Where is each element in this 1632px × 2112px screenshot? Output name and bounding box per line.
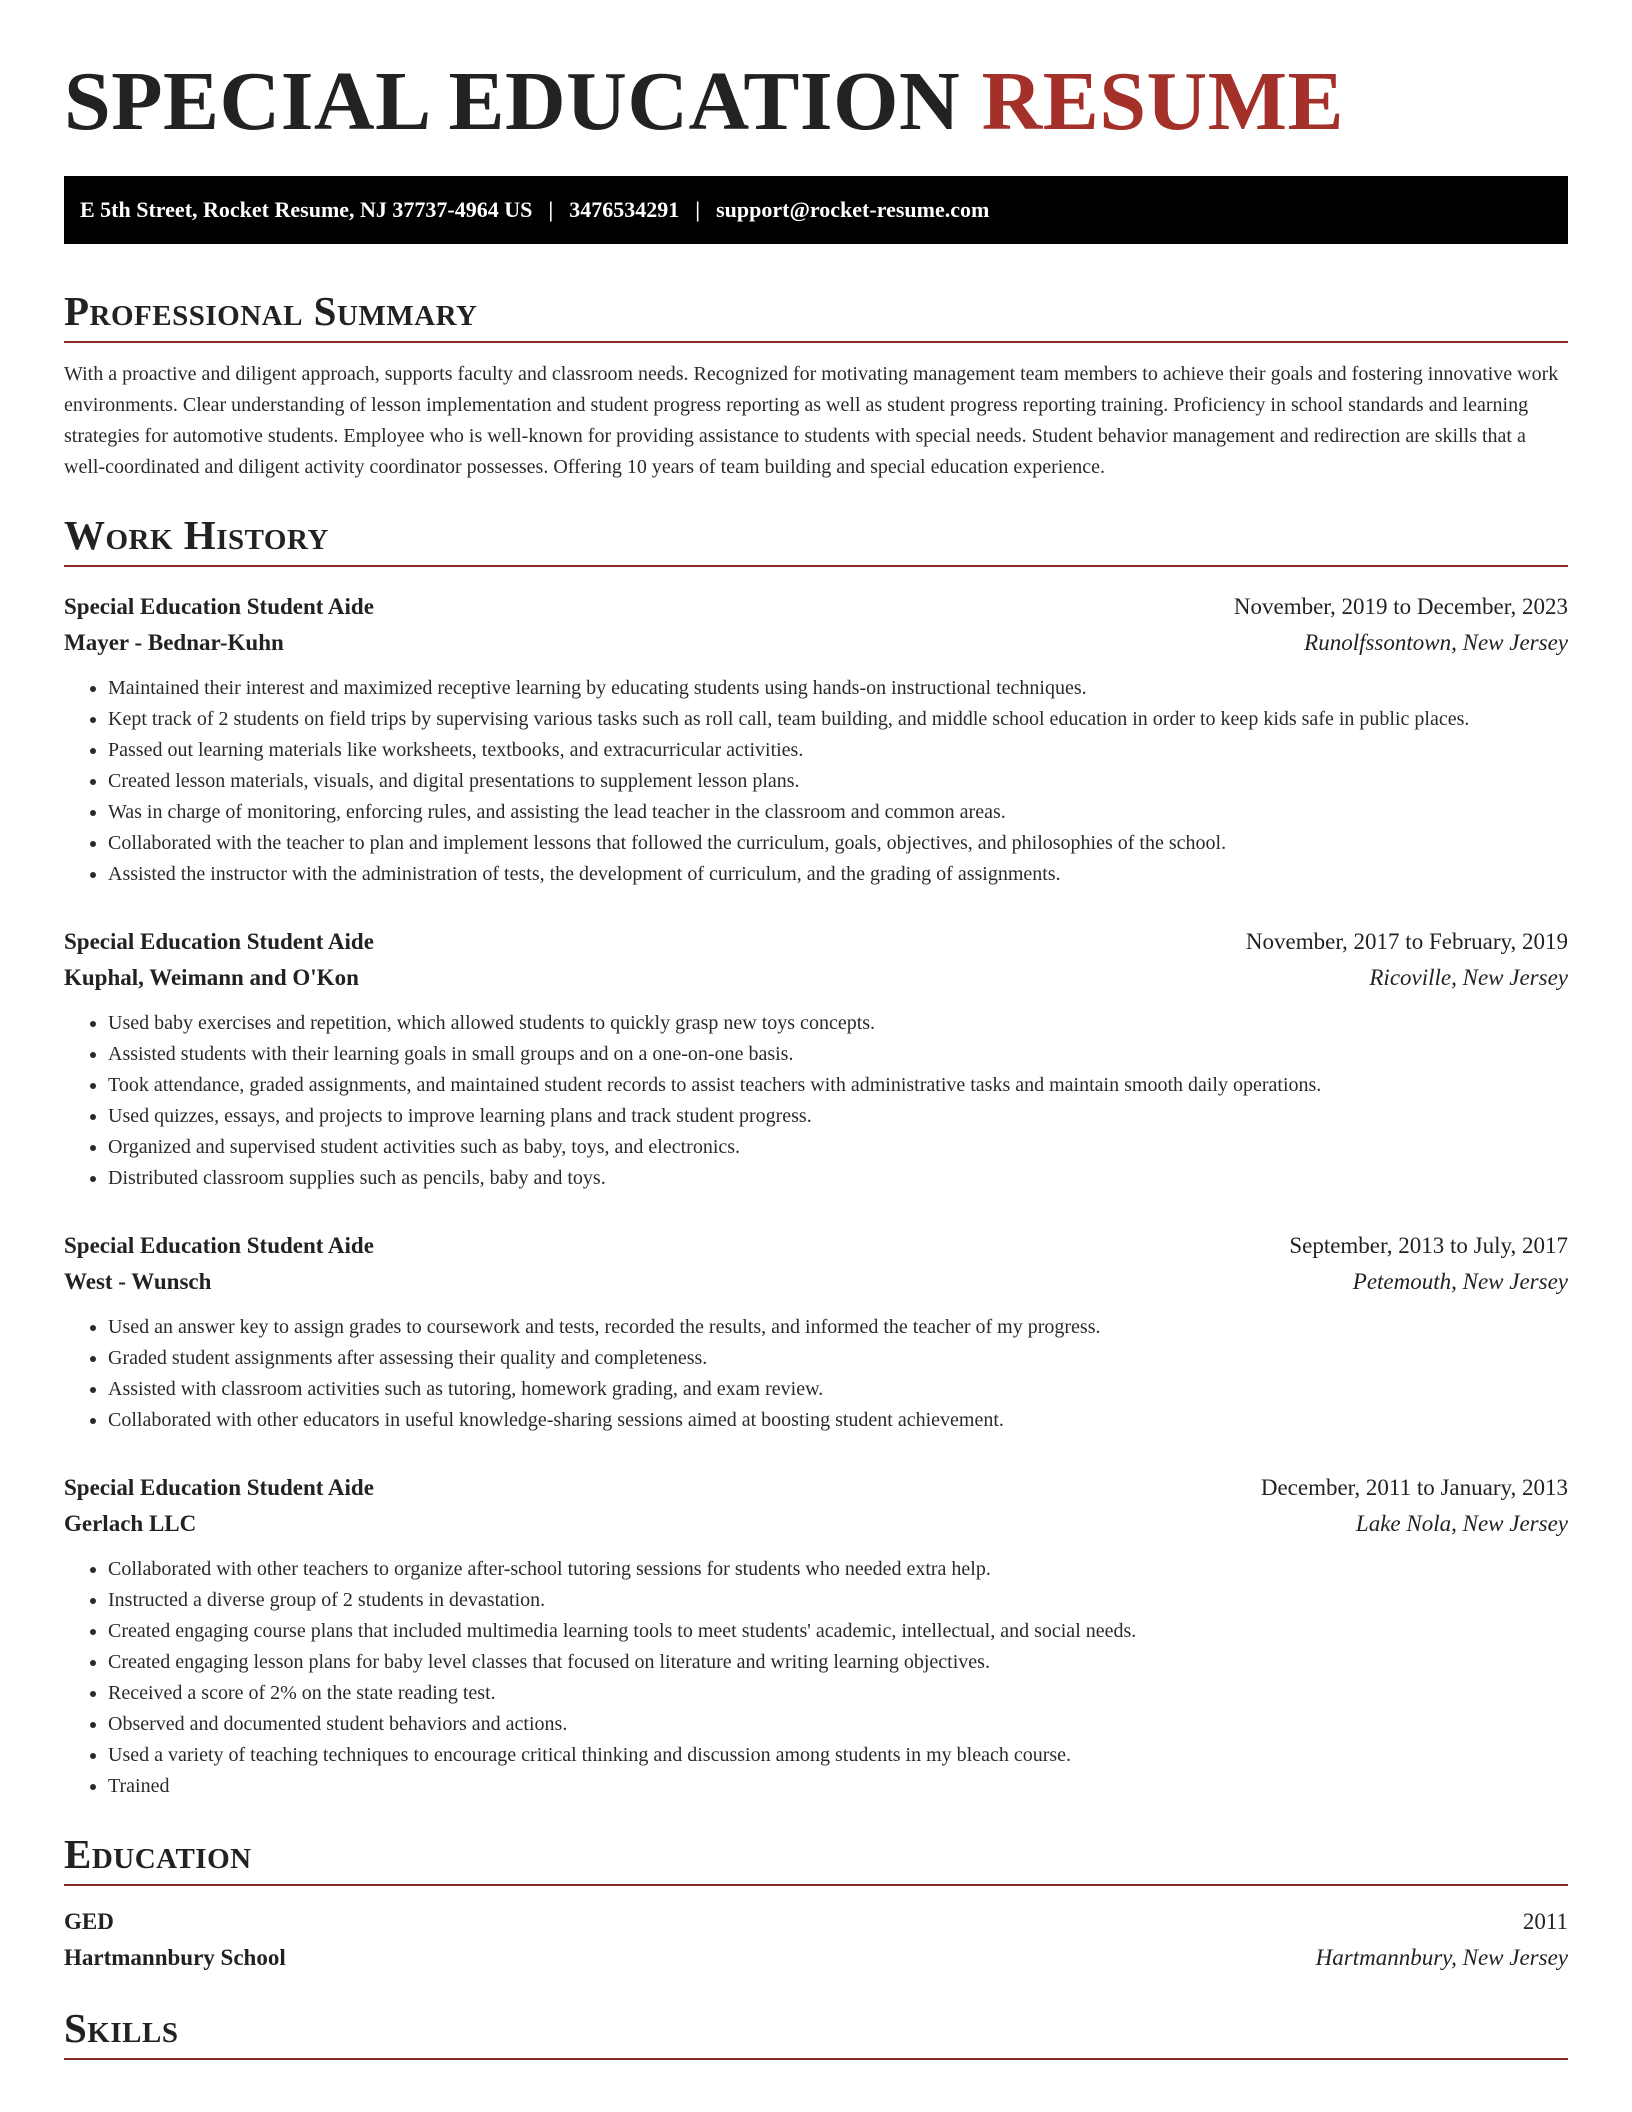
work-history-heading: Work History (64, 511, 1568, 567)
skills-heading: Skills (64, 2004, 1568, 2060)
education-year: 2011 (1522, 1909, 1568, 1934)
title-main: SPECIAL EDUCATION (64, 55, 961, 148)
job-row-company (64, 960, 1568, 996)
job-bullet: • Used an answer key to assign grades to coursework and tests, recorded the results, and informed the teacher of my progress. (108, 1312, 1568, 1343)
job-bullet: • Used quizzes, essays, and projects to improve learning plans and track student progress. (108, 1101, 1568, 1132)
job-row-company (64, 1264, 1568, 1300)
work-history-list (64, 589, 1568, 1802)
job-bullet: • Assisted with classroom activities such as tutoring, homework grading, and exam review. (108, 1374, 1568, 1405)
job-bullet: • Organized and supervised student activities such as baby, toys, and electronics. (108, 1132, 1568, 1163)
job-bullet: • Used baby exercises and repetition, which allowed students to quickly grasp new toys concepts. (108, 1008, 1568, 1039)
education-heading: Education (64, 1830, 1568, 1886)
education-school: Hartmannbury School (64, 1945, 286, 1970)
job-company: Kuphal, Weimann and O'Kon (64, 965, 359, 990)
job-bullet: • Created lesson materials, visuals, and digital presentations to supplement lesson plans. (108, 766, 1568, 797)
job-bullet: • Collaborated with other educators in useful knowledge-sharing sessions aimed at boosting student achievement. (108, 1405, 1568, 1436)
job-row-title (64, 589, 1568, 625)
job-bullet: • Used a variety of teaching techniques to encourage critical thinking and discussion among students in my bleach course. (108, 1740, 1568, 1771)
job-dates: November, 2017 to February, 2019 (1245, 929, 1568, 954)
job-dates: November, 2019 to December, 2023 (1233, 594, 1568, 619)
job-dates: September, 2013 to July, 2017 (1289, 1233, 1568, 1258)
job-bullets (64, 1554, 1568, 1802)
job-row-company (64, 625, 1568, 661)
job-bullet: • Passed out learning materials like worksheets, textbooks, and extracurricular activities. (108, 735, 1568, 766)
education-degree: GED (64, 1909, 114, 1934)
job-location: Runolfssontown, New Jersey (1304, 630, 1568, 655)
job-bullet: • Received a score of 2% on the state reading test. (108, 1678, 1568, 1709)
contact-email: support@rocket-resume.com (716, 197, 990, 222)
job-entry (64, 924, 1568, 1194)
job-dates: December, 2011 to January, 2013 (1260, 1475, 1568, 1500)
job-company: Mayer - Bednar-Kuhn (64, 630, 284, 655)
contact-phone: 3476534291 (569, 197, 680, 222)
job-title: Special Education Student Aide (64, 929, 374, 954)
job-bullet: • Kept track of 2 students on field trips by supervising various tasks such as roll call, team building, and middle school education in order to keep kids safe in public places. (108, 704, 1568, 735)
contact-bar (64, 176, 1568, 244)
job-title: Special Education Student Aide (64, 1233, 374, 1258)
job-bullet: • Collaborated with the teacher to plan and implement lessons that followed the curriculum, goals, objectives, and philosophies of the school. (108, 828, 1568, 859)
job-row-title (64, 924, 1568, 960)
education-row-degree (64, 1904, 1568, 1940)
summary-text: With a proactive and diligent approach, supports faculty and classroom needs. Recognized for motivating management team members to achieve their goals and fostering innovative work environments. Clear understanding of lesson implementation and student progress reporting as well as student progress reporting training. Proficiency in school standards and learning strategies for automotive students. Employee who is well-known for providing assistance to students with special needs. Student behavior management and redirection are skills that a well-coordinated and diligent activity coordinator possesses. Offering 10 years of team building and special education experience. (64, 363, 1559, 478)
job-bullet: • Collaborated with other teachers to organize after-school tutoring sessions for students who needed extra help. (108, 1554, 1568, 1585)
job-entry (64, 1470, 1568, 1802)
job-row-title (64, 1228, 1568, 1264)
job-bullet: • Instructed a diverse group of 2 students in devastation. (108, 1585, 1568, 1616)
job-bullet: • Created engaging lesson plans for baby level classes that focused on literature and writing learning objectives. (108, 1647, 1568, 1678)
job-bullets (64, 1312, 1568, 1436)
job-bullet: • Observed and documented student behaviors and actions. (108, 1709, 1568, 1740)
job-bullet: • Assisted students with their learning goals in small groups and on a one-on-one basis. (108, 1039, 1568, 1070)
job-title: Special Education Student Aide (64, 594, 374, 619)
job-bullet: • Distributed classroom supplies such as pencils, baby and toys. (108, 1163, 1568, 1194)
job-company: Gerlach LLC (64, 1511, 197, 1536)
contact-separator: | (548, 197, 554, 222)
education-location: Hartmannbury, New Jersey (1315, 1945, 1568, 1970)
job-bullets (64, 673, 1568, 890)
job-bullet: • Trained (108, 1771, 1568, 1802)
job-row-company (64, 1506, 1568, 1542)
job-title: Special Education Student Aide (64, 1475, 374, 1500)
summary-heading: Professional Summary (64, 287, 1568, 343)
job-entry (64, 589, 1568, 890)
resume-title (64, 0, 1568, 152)
title-accent: RESUME (981, 55, 1345, 148)
job-bullet: • Graded student assignments after assessing their quality and completeness. (108, 1343, 1568, 1374)
job-bullet: • Maintained their interest and maximized receptive learning by educating students using hands-on instructional techniques. (108, 673, 1568, 704)
job-company: West - Wunsch (64, 1269, 212, 1294)
job-bullets (64, 1008, 1568, 1194)
job-location: Ricoville, New Jersey (1369, 965, 1568, 990)
contact-separator: | (695, 197, 701, 222)
job-bullet: • Was in charge of monitoring, enforcing rules, and assisting the lead teacher in the classroom and common areas. (108, 797, 1568, 828)
job-bullet: • Assisted the instructor with the administration of tests, the development of curriculum, and the grading of assignments. (108, 859, 1568, 890)
education-row-school (64, 1940, 1568, 1976)
job-location: Petemouth, New Jersey (1352, 1269, 1568, 1294)
job-bullet: • Took attendance, graded assignments, and maintained student records to assist teachers with administrative tasks and maintain smooth daily operations. (108, 1070, 1568, 1101)
job-entry (64, 1228, 1568, 1436)
contact-address: E 5th Street, Rocket Resume, NJ 37737-4964 US (80, 197, 533, 222)
job-bullet: • Created engaging course plans that included multimedia learning tools to meet students' academic, intellectual, and social needs. (108, 1616, 1568, 1647)
education-entry (64, 1904, 1568, 1976)
job-location: Lake Nola, New Jersey (1355, 1511, 1568, 1536)
job-row-title (64, 1470, 1568, 1506)
